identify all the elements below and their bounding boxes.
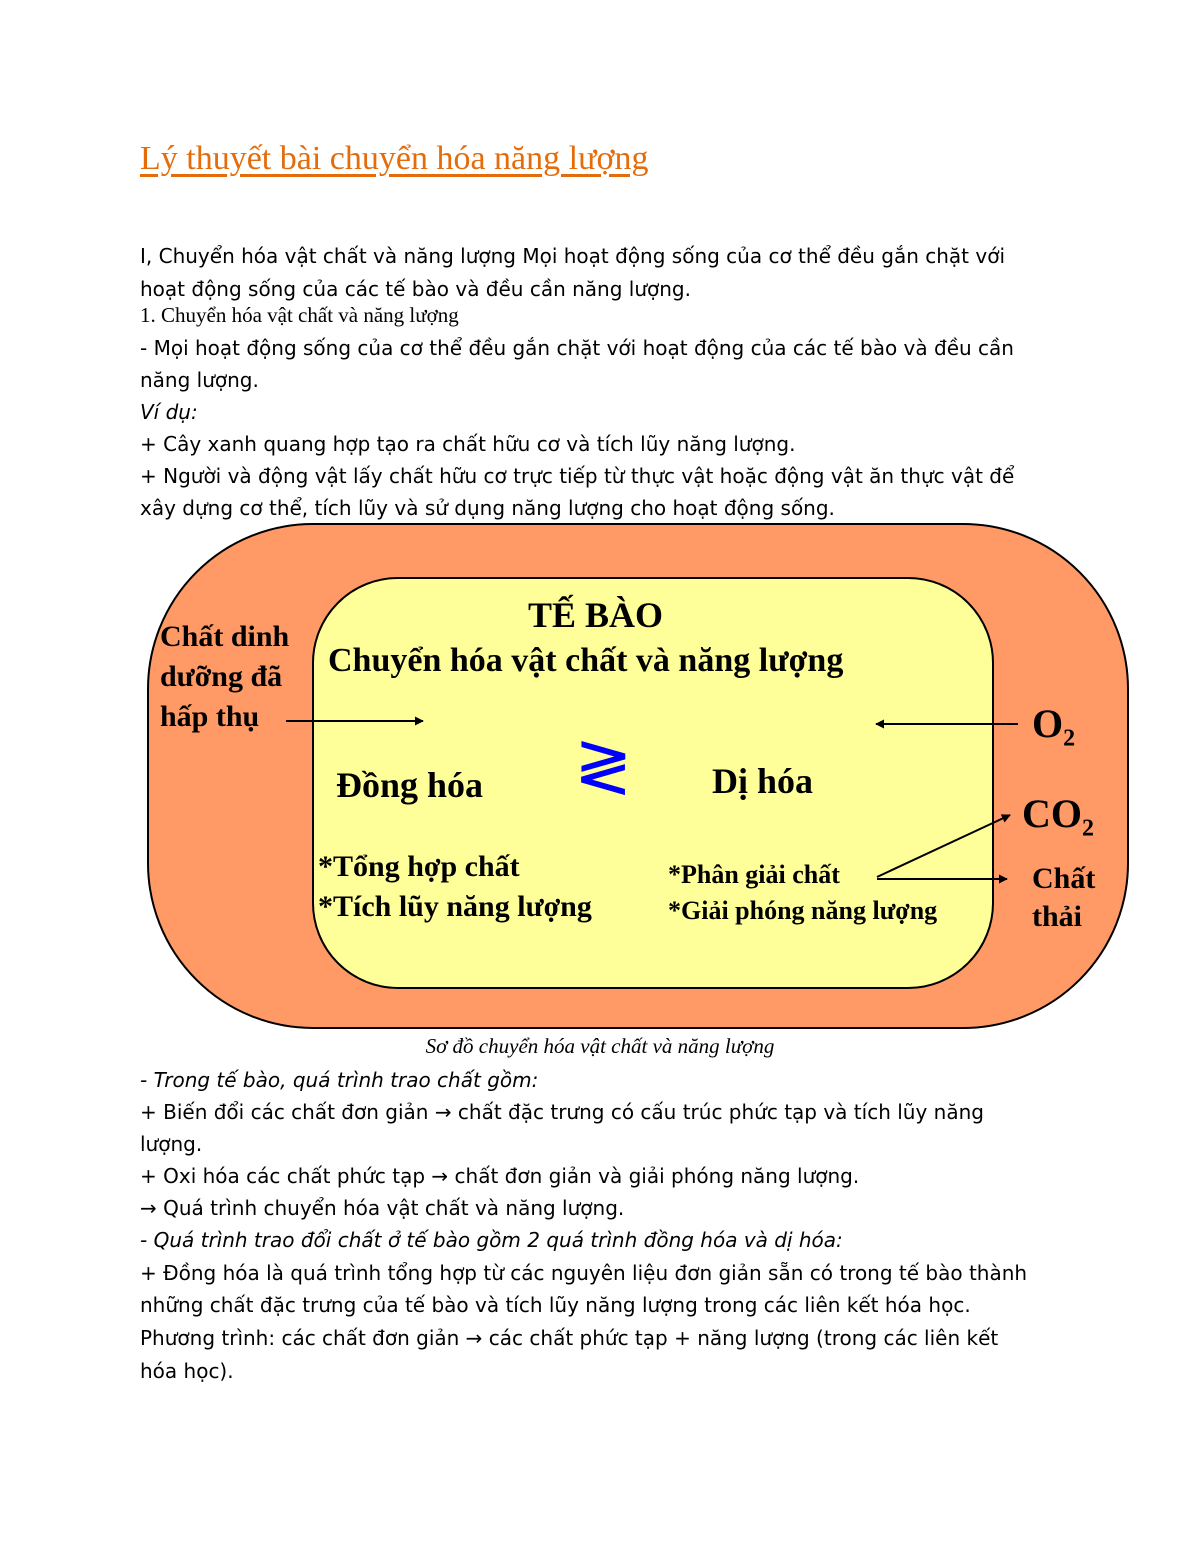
body-line-5: → Quá trình chuyển hóa vật chất và năng lượng. bbox=[140, 1196, 625, 1220]
body-line-10: hóa học). bbox=[140, 1359, 234, 1383]
body-line-2: + Biến đổi các chất đơn giản → chất đặc trưng có cấu trúc phức tạp và tích lũy năng bbox=[140, 1100, 984, 1124]
body-line-4: + Oxi hóa các chất phức tạp → chất đơn giản và giải phóng năng lượng. bbox=[140, 1164, 860, 1188]
body-line-1: - Trong tế bào, quá trình trao chất gồm: bbox=[140, 1068, 539, 1092]
body-line-8: những chất đặc trưng của tế bào và tích lũy năng lượng trong các liên kết hóa học. bbox=[140, 1293, 971, 1317]
catabolism-item-2: *Giải phóng năng lượng bbox=[668, 896, 938, 925]
intro-line-1: I, Chuyển hóa vật chất và năng lượng Mọi hoạt động sống của cơ thể đều gắn chặt với bbox=[140, 244, 1005, 268]
cell-title: TẾ BÀO bbox=[528, 595, 664, 635]
waste-label-2: thải bbox=[1032, 900, 1083, 933]
section-heading: 1. Chuyển hóa vật chất và năng lượng bbox=[140, 303, 459, 327]
co2-subscript: 2 bbox=[1082, 815, 1094, 842]
input-label-2: dưỡng đã bbox=[160, 660, 283, 693]
section-line-2: năng lượng. bbox=[140, 368, 259, 392]
example-2-line-2: xây dựng cơ thể, tích lũy và sử dụng năng lượng cho hoạt động sống. bbox=[140, 496, 835, 520]
input-label-1: Chất dinh bbox=[160, 620, 290, 653]
catabolism-label: Dị hóa bbox=[712, 761, 814, 801]
anabolism-item-1: *Tổng hợp chất bbox=[318, 850, 520, 883]
example-1: + Cây xanh quang hợp tạo ra chất hữu cơ và tích lũy năng lượng. bbox=[140, 432, 796, 456]
o2-subscript: 2 bbox=[1063, 725, 1076, 752]
o2-base: O bbox=[1032, 701, 1064, 746]
co2-base: CO bbox=[1022, 791, 1082, 836]
input-label-3: hấp thụ bbox=[160, 700, 260, 733]
example-2-line-1: + Người và động vật lấy chất hữu cơ trực tiếp từ thực vật hoặc động vật ăn thực vật để bbox=[140, 464, 1015, 488]
co2-label bbox=[1022, 790, 1094, 842]
section-line-1: - Mọi hoạt động sống của cơ thể đều gắn chặt với hoạt động của các tế bào và đều cần bbox=[140, 336, 1014, 360]
body-line-3: lượng. bbox=[140, 1132, 203, 1156]
waste-label-1: Chất bbox=[1032, 862, 1096, 895]
page-title[interactable]: Lý thuyết bài chuyển hóa năng lượng bbox=[140, 140, 649, 177]
body-line-7: + Đồng hóa là quá trình tổng hợp từ các nguyên liệu đơn giản sẵn có trong tế bào thành bbox=[140, 1261, 1028, 1285]
o2-label bbox=[1032, 700, 1075, 752]
anabolism-item-2: *Tích lũy năng lượng bbox=[318, 890, 592, 923]
anabolism-label: Đồng hóa bbox=[336, 765, 484, 805]
body-line-6: - Quá trình trao đổi chất ở tế bào gồm 2 quá trình đồng hóa và dị hóa: bbox=[140, 1228, 843, 1252]
cell-subtitle: Chuyển hóa vật chất và năng lượng bbox=[328, 642, 844, 679]
diagram-caption: Sơ đồ chuyển hóa vật chất và năng lượng bbox=[425, 1034, 775, 1058]
balance-symbol-icon: ≷ bbox=[574, 724, 633, 806]
intro-line-2: hoạt động sống của các tế bào và đều cần năng lượng. bbox=[140, 277, 691, 301]
example-label: Ví dụ: bbox=[140, 400, 198, 424]
body-line-9: Phương trình: các chất đơn giản → các chất phức tạp + năng lượng (trong các liên kết bbox=[140, 1326, 999, 1350]
catabolism-item-1: *Phân giải chất bbox=[668, 860, 840, 889]
